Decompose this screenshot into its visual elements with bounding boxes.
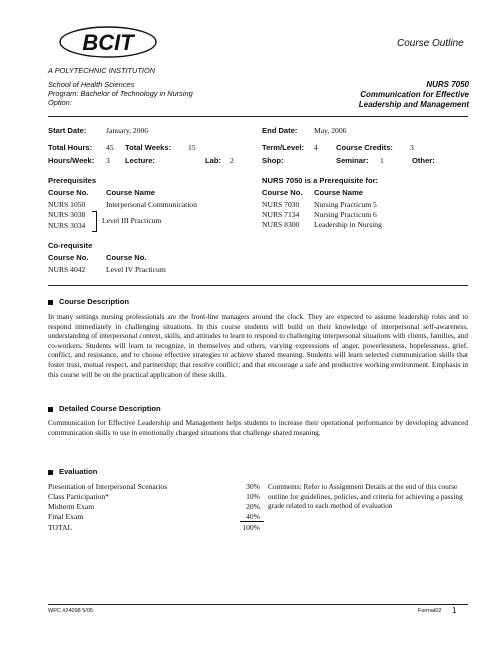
total-weeks-value: 15 — [188, 143, 196, 152]
bullet-icon — [48, 407, 53, 412]
lab-value: 2 — [230, 156, 234, 165]
course-credits-value: 3 — [410, 143, 414, 152]
hours-week-label: Hours/Week: — [48, 156, 95, 165]
prereq-no: NURS 3038 — [48, 210, 86, 219]
evaluation-comments: Comments: Refer to Assignment Details at the end of this course outline for guidelines, policies, and criteria for achieving a passing grade related to each method of evaluation — [268, 482, 463, 511]
page-number: 1 — [452, 606, 457, 615]
bcit-logo — [58, 20, 168, 62]
prereq-col-no: Course No. — [48, 188, 89, 197]
course-credits-label: Course Credits: — [336, 143, 393, 152]
divider-footer — [48, 604, 468, 605]
evaluation-total-label: TOTAL — [48, 523, 73, 532]
prereq-for-title: NURS 7050 is a Prerequisite for: — [262, 176, 379, 185]
evaluation-pct: 10% — [246, 492, 260, 501]
school-name: School of Health Sciences — [48, 80, 135, 89]
prereq-for-no: NURS 8300 — [262, 220, 300, 229]
seminar-label: Seminar: — [336, 156, 369, 165]
coreq-name: Level IV Practicum — [106, 265, 166, 274]
end-date-value: May, 2006 — [314, 126, 347, 135]
evaluation-item: Class Participation* — [48, 492, 109, 501]
hours-week-value: 3 — [106, 156, 110, 165]
divider-mid — [48, 285, 468, 286]
course-title-line1: Communication for Effective — [360, 90, 469, 99]
total-underline — [240, 521, 264, 522]
term-level-label: Term/Level: — [262, 143, 305, 152]
shop-label: Shop: — [262, 156, 284, 165]
course-description-heading — [48, 297, 129, 306]
course-code: NURS 7050 — [426, 80, 469, 89]
footer-left: WPC #24098 5/05 — [48, 608, 93, 614]
bullet-icon — [48, 300, 53, 305]
detailed-description-heading — [48, 404, 161, 413]
evaluation-pct: 40% — [246, 512, 260, 521]
start-date-label: Start Date: — [48, 126, 87, 135]
evaluation-item: Midterm Exam — [48, 502, 95, 511]
course-title-line2: Leadership and Management — [358, 100, 469, 109]
total-hours-value: 45 — [106, 143, 114, 152]
start-date-value: January, 2006 — [106, 126, 149, 135]
program-name: Program: Bachelor of Technology in Nursing — [48, 89, 193, 98]
detailed-description-text: Communication for Effective Leadership and Management helps students to increase their operational performance by developing advanced communication skills to use in emotionally charged situations that challenge shared meaning. — [48, 418, 468, 437]
option-label: Option: — [48, 98, 72, 107]
term-level-value: 4 — [314, 143, 318, 152]
coreq-col-no: Course No. — [48, 253, 89, 262]
bullet-icon — [48, 470, 53, 475]
evaluation-item: Final Exam — [48, 512, 84, 521]
prereq-name: Interpersonal Communication — [106, 200, 197, 209]
prereq-for-name: Nursing Practicum 6 — [314, 210, 377, 219]
prereq-for-no: NURS 7030 — [262, 200, 300, 209]
prereq-for-col-no: Course No. — [262, 188, 303, 197]
evaluation-pct: 20% — [246, 502, 260, 511]
course-description-text: In many settings nursing professionals are the front-line managers around the clock. They are expected to assume leadership roles and to respond immediately in challenging situations. In this course students will build on their knowledge of interpersonal self-awareness, understanding of interpersonal context, skills, and attitudes to learn to respond to challenging interpersonal situations with clients, families, and co-workers. Students will learn to recognize, in themselves and others, varying expressions of anger, powerlessness, hopelessness, grief, conflict, and resistance, and to choose effective strategies to achieve shared meaning. Students will learn selected communication skills that foster trust, mutual respect, and partnership; that resolve conflict; and that encourage a safe and productive working environment. Emphasis in this course will be on the practical application of these skills. — [48, 312, 468, 379]
coreq-title: Co-requisite — [48, 241, 93, 250]
prereq-col-name: Course Name — [106, 188, 155, 197]
prereq-no: NURS 1050 — [48, 200, 86, 209]
evaluation-heading — [48, 467, 97, 476]
coreq-no: NURS 4042 — [48, 265, 86, 274]
polytechnic-tagline: A POLYTECHNIC INSTITUTION — [48, 66, 156, 75]
prereq-for-name: Leadership in Nursing — [314, 220, 382, 229]
lab-label: Lab: — [205, 156, 222, 165]
prereq-for-col-name: Course Name — [314, 188, 363, 197]
evaluation-item: Presentation of Interpersonal Scenarios — [48, 482, 168, 491]
prereq-name: Level III Practicum — [102, 216, 162, 225]
logo-text: BCIT — [82, 30, 134, 55]
detailed-description-title: Detailed Course Description — [59, 404, 161, 413]
prereq-bracket — [92, 211, 97, 232]
end-date-label: End Date: — [262, 126, 298, 135]
prereq-for-no: NURS 7134 — [262, 210, 300, 219]
divider-top — [48, 116, 468, 117]
total-weeks-label: Total Weeks: — [125, 143, 172, 152]
seminar-value: 1 — [380, 156, 384, 165]
other-label: Other: — [412, 156, 435, 165]
evaluation-pct: 30% — [246, 482, 260, 491]
prereq-for-name: Nursing Practicum 5 — [314, 200, 377, 209]
coreq-col-name: Course No. — [106, 253, 147, 262]
lecture-label: Lecture: — [125, 156, 155, 165]
prereq-title: Prerequisites — [48, 176, 97, 185]
total-hours-label: Total Hours: — [48, 143, 93, 152]
prereq-no: NURS 3034 — [48, 221, 86, 230]
footer-format: Format02 — [418, 608, 442, 614]
doc-type: Course Outline — [397, 38, 464, 49]
evaluation-title: Evaluation — [59, 467, 98, 476]
course-description-title: Course Description — [59, 297, 130, 306]
evaluation-total: 100% — [242, 523, 260, 532]
